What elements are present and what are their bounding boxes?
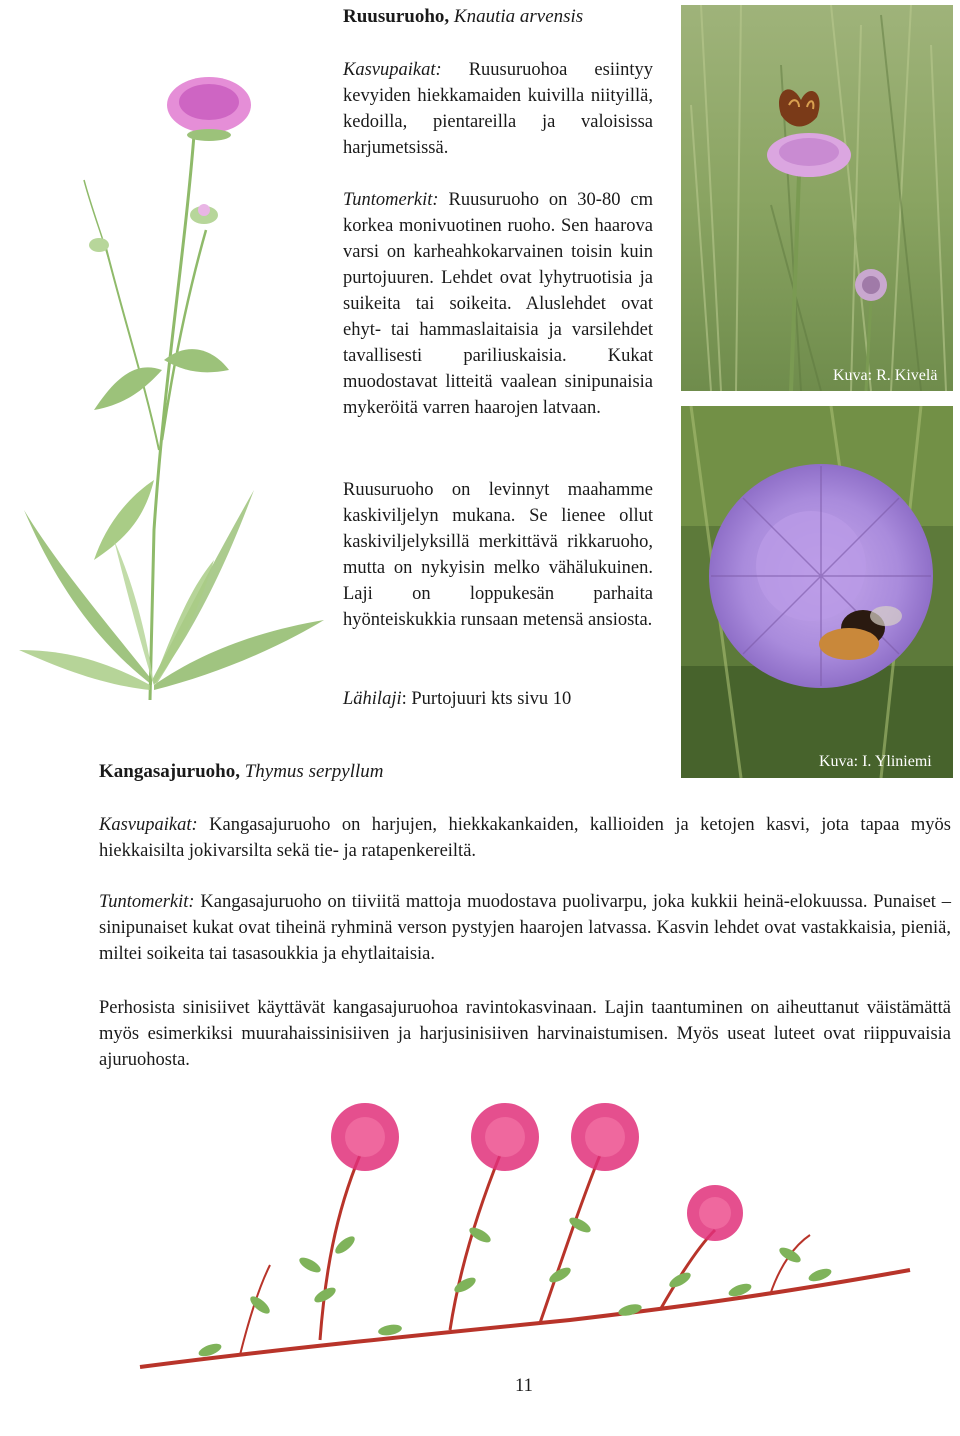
page-number: 11	[515, 1376, 533, 1396]
thymus-features-label: Tuntomerkit:	[99, 892, 195, 912]
thymus-butterflies	[99, 995, 951, 1073]
knautia-habitat-text: Ruusuruohoa esiintyy kevyiden hiekkamaiden kuivilla niityillä, kedoilla, pientareilla ja valoisissa harjumetsissä.	[343, 60, 653, 158]
thymus-illustration	[120, 1095, 920, 1380]
knautia-illustration	[14, 60, 334, 710]
photo2-credit: Kuva: I. Yliniemi	[819, 753, 932, 770]
knautia-common-name: Ruusuruoho,	[343, 6, 450, 27]
knautia-related-label: Lähilaji	[343, 689, 402, 709]
thymus-heading	[99, 759, 599, 785]
thymus-latin-name: Thymus serpyllum	[244, 761, 384, 782]
knautia-latin-name: Knautia arvensis	[453, 6, 584, 27]
thymus-butterflies-text: Perhosista sinisiivet käyttävät kangasajuruohoa ravintokasvinaan. Lajin taantuminen on aiheuttanut väistämättä myös esimerkiksi muurahaissinisiiven ja harjusinisiiven harvinaistumisen. Myös useat luteet ovat riippuvaisia ajuruohosta.	[99, 998, 951, 1070]
thymus-habitat	[99, 812, 951, 864]
bee-flower-photo	[681, 406, 953, 778]
knautia-spread	[343, 477, 653, 633]
knautia-related	[343, 686, 673, 712]
knautia-heading	[343, 4, 673, 30]
thymus-habitat-text: Kangasajuruoho on harjujen, hiekkakankaiden, kallioiden ja ketojen kasvi, jota tapaa myös hiekkaisilta jokivarsilta sekä tie- ja ratapenkereiltä.	[99, 815, 951, 861]
knautia-related-text: : Purtojuuri kts sivu 10	[401, 689, 572, 709]
knautia-spread-text: Ruusuruoho on levinnyt maahamme kaskiviljelyn mukana. Se lienee ollut kaskiviljelyksillä merkittävä rikkaruoho, mutta on nykyisin melko vähälukuinen. Laji on loppukesän parhaita hyönteiskukkia runsaan metensä ansiosta.	[343, 480, 653, 630]
knautia-habitat	[343, 57, 653, 161]
knautia-features-text: Ruusuruoho on 30-80 cm korkea monivuotinen ruoho. Sen haarova varsi on karheahkokarvainen toisin kuin purtojuuren. Lehdet ovat lyhytruotisia ja suikeita tai soikeita. Aluslehdet ovat ehyt- tai hammaslaitaisia ja varsilehdet tavallisesti pariliuskaisia. Kukat muodostavat litteitä vaalean sinipunaisia mykeröitä varren haarojen latvaan.	[343, 190, 653, 418]
photo1-credit: Kuva: R. Kivelä	[833, 367, 938, 384]
thymus-habitat-label: Kasvupaikat:	[99, 815, 198, 835]
knautia-features	[343, 187, 653, 421]
thymus-common-name: Kangasajuruoho,	[99, 761, 240, 782]
knautia-features-label: Tuntomerkit:	[343, 190, 439, 210]
thymus-features-text: Kangasajuruoho on tiiviitä mattoja muodostava puolivarpu, joka kukkii heinä-elokuussa. Punaiset – sinipunaiset kukat ovat tiheinä ryhminä verson pystyjen haarojen latvassa. Kasvin lehdet ovat vastakkaisia, pieniä, miltei soikeita tai tasasoukkia ja ehytlaitaisia.	[99, 892, 952, 964]
thymus-features	[99, 889, 951, 967]
knautia-habitat-label: Kasvupaikat:	[343, 60, 442, 80]
meadow-photo	[681, 5, 953, 391]
